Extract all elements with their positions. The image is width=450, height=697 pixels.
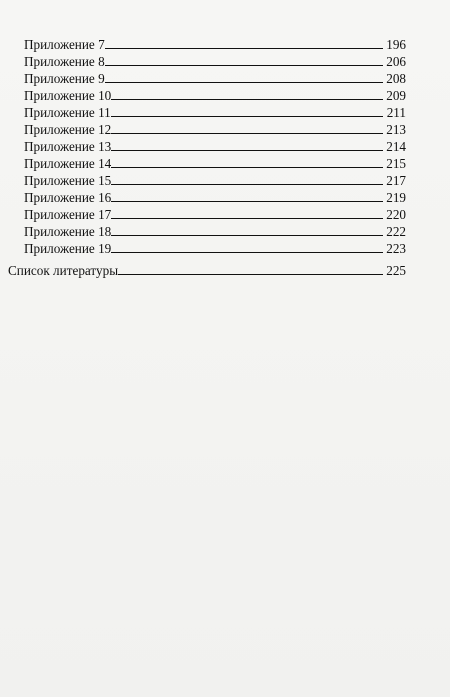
toc-leader-line [111, 149, 383, 151]
toc-entry-appendix[interactable] [24, 37, 406, 52]
toc-entry-label: Список литературы [8, 263, 119, 278]
toc-leader-line [105, 81, 383, 83]
toc-page-number: 220 [386, 207, 406, 222]
toc-page-number: 206 [386, 54, 406, 69]
toc-entry-appendix[interactable] [24, 122, 406, 137]
toc-page-number: 219 [386, 190, 406, 205]
toc-page-number: 223 [386, 241, 406, 256]
toc-entry-label: Приложение 7 [24, 37, 105, 52]
toc-entry-appendix[interactable] [24, 156, 406, 171]
toc-entry-appendix[interactable] [24, 241, 406, 256]
toc-page-number: 217 [386, 173, 406, 188]
toc-leader-line [111, 132, 383, 134]
toc-page-number: 222 [386, 224, 406, 239]
toc-leader-line [111, 234, 383, 236]
toc-entry-appendix[interactable] [24, 224, 406, 239]
toc-leader-line [118, 273, 383, 275]
toc-entry-appendix[interactable] [24, 88, 406, 103]
toc-page-number: 208 [386, 71, 406, 86]
toc-entry-label: Приложение 11 [24, 105, 111, 120]
toc-entry-label: Приложение 12 [24, 122, 112, 137]
toc-leader-line [105, 64, 383, 66]
toc-entry-appendix[interactable] [24, 173, 406, 188]
toc-leader-line [111, 200, 383, 202]
toc-entry-label: Приложение 18 [24, 224, 112, 239]
toc-page-number: 211 [386, 105, 406, 120]
toc-entry-label: Приложение 14 [24, 156, 112, 171]
toc-page-number: 214 [386, 139, 406, 154]
toc-leader-line [111, 251, 383, 253]
toc-entry-appendix[interactable] [24, 71, 406, 86]
toc-entry-references[interactable] [8, 263, 406, 278]
toc-entry-appendix[interactable] [24, 105, 406, 120]
toc-entry-label: Приложение 9 [24, 71, 105, 86]
toc-entry-label: Приложение 15 [24, 173, 112, 188]
toc-entry-label: Приложение 19 [24, 241, 112, 256]
toc-leader-line [111, 166, 383, 168]
toc-page-number: 196 [386, 37, 406, 52]
toc-entry-label: Приложение 8 [24, 54, 105, 69]
toc-leader-line [111, 183, 383, 185]
toc-entry-label: Приложение 16 [24, 190, 112, 205]
toc-entry-appendix[interactable] [24, 139, 406, 154]
toc-entry-label: Приложение 17 [24, 207, 112, 222]
toc-entry-label: Приложение 13 [24, 139, 112, 154]
toc-page-number: 213 [386, 122, 406, 137]
toc-leader-line [111, 115, 383, 117]
toc-page-number: 209 [386, 88, 406, 103]
toc-page-number: 225 [386, 263, 406, 278]
toc-entry-appendix[interactable] [24, 190, 406, 205]
toc-entry-appendix[interactable] [24, 54, 406, 69]
toc-leader-line [111, 217, 383, 219]
toc-page-number: 215 [386, 156, 406, 171]
toc-entry-label: Приложение 10 [24, 88, 112, 103]
toc-entry-appendix[interactable] [24, 207, 406, 222]
toc-leader-line [111, 98, 383, 100]
toc-leader-line [105, 47, 383, 49]
